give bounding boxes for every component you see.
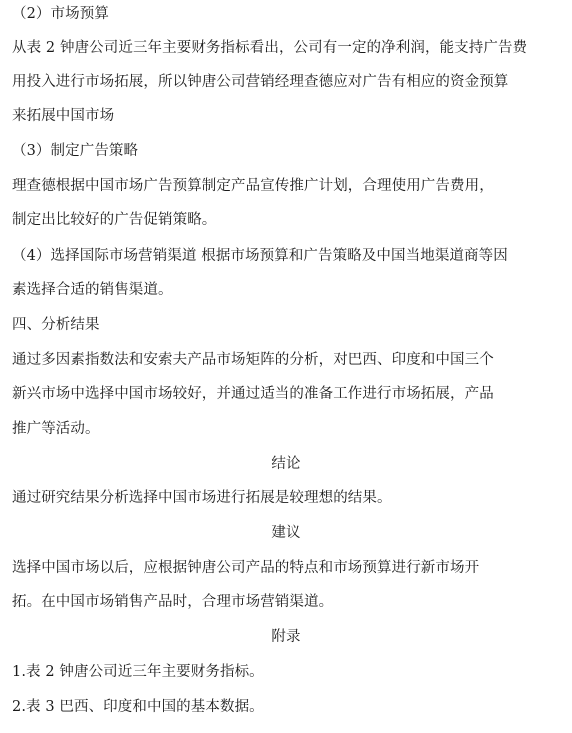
suggestion-line: 拓。在中国市场销售产品时，合理市场营销渠道。: [12, 594, 334, 610]
market-budget-heading: （2）市场预算: [12, 6, 109, 22]
market-budget-line: 来拓展中国市场: [12, 108, 115, 124]
analysis-heading: 四、分析结果: [12, 317, 100, 333]
conclusion-text: 通过研究结果分析选择中国市场进行拓展是较理想的结果。: [12, 490, 392, 506]
market-budget-line: 从表 2 钟唐公司近三年主要财务指标看出，公司有一定的净利润，能支持广告费: [12, 40, 528, 56]
appendix-title: 附录: [271, 629, 301, 645]
channel-line: 素选择合适的销售渠道。: [12, 282, 173, 298]
analysis-line: 通过多因素指数法和安索夫产品市场矩阵的分析，对巴西、印度和中国三个: [12, 352, 494, 368]
appendix-item: 1.表 2 钟唐公司近三年主要财务指标。: [12, 664, 264, 680]
ad-strategy-heading: （3）制定广告策略: [12, 143, 139, 159]
suggestion-title: 建议: [271, 525, 301, 541]
analysis-line: 新兴市场中选择中国市场较好，并通过适当的准备工作进行市场拓展，产品: [12, 386, 494, 402]
market-budget-line: 用投入进行市场拓展，所以钟唐公司营销经理查德应对广告有相应的资金预算: [12, 74, 509, 90]
appendix-item: 2.表 3 巴西、印度和中国的基本数据。: [12, 699, 264, 715]
conclusion-title: 结论: [271, 456, 301, 472]
suggestion-line: 选择中国市场以后，应根据钟唐公司产品的特点和市场预算进行新市场开: [12, 560, 480, 576]
analysis-line: 推广等活动。: [12, 421, 100, 437]
channel-line: （4）选择国际市场营销渠道 根据市场预算和广告策略及中国当地渠道商等因: [12, 248, 508, 264]
ad-strategy-line: 理查德根据中国市场广告预算制定产品宣传推广计划，合理使用广告费用，: [12, 178, 494, 194]
ad-strategy-line: 制定出比较好的广告促销策略。: [12, 212, 217, 228]
